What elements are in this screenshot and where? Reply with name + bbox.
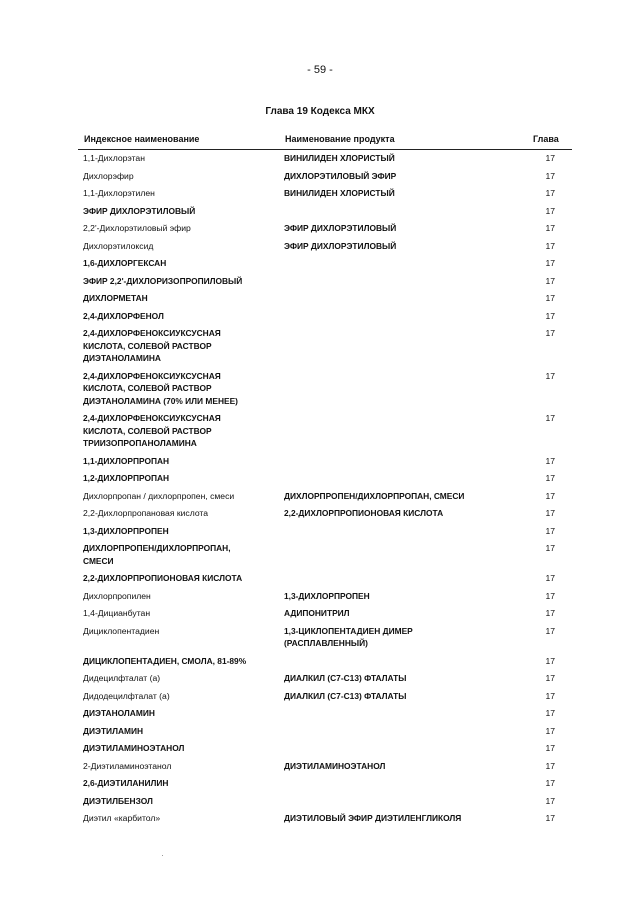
chapter-cell: 17 [545,655,555,666]
header-chapter: Глава [533,134,559,144]
index-name-cell: ЭФИР ДИХЛОРЭТИЛОВЫЙ [83,205,196,216]
index-name-cell: 2,4-ДИХЛОРФЕНОЛ [83,310,164,321]
index-name-cell: ДИЦИКЛОПЕНТАДИЕН, СМОЛА, 81-89% [83,655,247,666]
chapter-cell: 17 [545,508,555,518]
index-name-cell: 2,2-Дихлорпропановая кислота [83,508,209,518]
chapter-cell: 17 [545,673,555,683]
chapter-cell: 17 [545,293,555,303]
index-name-cell: 2,6-ДИЭТИЛАНИЛИН [83,778,169,788]
index-name-cell: 2,2-ДИХЛОРПРОПИОНОВАЯ КИСЛОТА [83,573,243,583]
chapter-cell: 17 [545,743,555,753]
product-name-cell: 1,3-ДИХЛОРПРОПЕН [284,590,370,601]
index-name-cell: 2,4-ДИХЛОРФЕНОКСИУКСУСНАЯ КИСЛОТА, СОЛЕВОЙ РАСТВОР ТРИИЗОПРОПАНОЛАМИНА [83,413,221,448]
chapter-cell: 17 [545,573,555,583]
table-header [78,133,572,150]
index-name-cell: 1,1-Дихлорэтан [83,153,145,163]
product-name-cell: ЭФИР ДИХЛОРЭТИЛОВЫЙ [284,240,397,251]
chapter-cell: 17 [545,473,555,483]
chapter-cell: 17 [545,725,555,736]
product-name-cell: ВИНИЛИДЕН ХЛОРИСТЫЙ [284,153,395,163]
index-name-cell: Дициклопентадиен [83,625,160,636]
product-name-cell: ЭФИР ДИХЛОРЭТИЛОВЫЙ [284,223,397,233]
index-name-cell: Дихлорэфир [83,170,134,181]
chapter-cell: 17 [545,608,555,618]
chapter-cell: 17 [545,188,555,198]
product-name-cell: ВИНИЛИДЕН ХЛОРИСТЫЙ [284,188,395,198]
chapter-cell: 17 [545,328,555,338]
index-name-cell: Дидодецилфталат (а) [83,690,170,701]
chapter-cell: 17 [545,760,555,771]
index-name-cell: 2,4-ДИХЛОРФЕНОКСИУКСУСНАЯ КИСЛОТА, СОЛЕВОЙ РАСТВОР ДИЭТАНОЛАМИНА (70% ИЛИ МЕНЕЕ) [83,370,238,406]
product-name-cell: ДИХЛОРЭТИЛОВЫЙ ЭФИР [284,170,397,181]
chapter-cell: 17 [545,205,555,216]
index-name-cell: 1,2-ДИХЛОРПРОПАН [83,473,170,483]
product-name-cell: ДИАЛКИЛ (С7-С13) ФТАЛАТЫ [284,673,407,683]
chapter-cell: 17 [545,690,555,701]
chapter-cell: 17 [545,778,555,788]
index-name-cell: ДИХЛОРПРОПЕН/ДИХЛОРПРОПАН, СМЕСИ [83,543,231,566]
chapter-cell: 17 [545,223,555,233]
chapter-cell: 17 [545,170,555,181]
product-name-cell: ДИАЛКИЛ (С7-С13) ФТАЛАТЫ [284,690,407,701]
chapter-cell: 17 [545,370,555,381]
index-name-cell: 2-Диэтиламиноэтанол [83,760,172,771]
index-name-cell: 1,4-Дицианбутан [83,608,151,618]
chapter-cell: 17 [545,543,555,553]
index-name-cell: Дихлорпропилен [83,590,151,601]
scan-speck [162,855,163,856]
chapter-cell: 17 [545,310,555,321]
index-name-cell: Дихлорпропан / дихлорпропен, смеси [83,490,235,501]
index-name-cell: ДИЭТАНОЛАМИН [83,708,155,718]
product-name-cell: ДИЭТИЛОВЫЙ ЭФИР ДИЭТИЛЕНГЛИКОЛЯ [284,813,462,823]
chapter-cell: 17 [545,240,555,251]
chapter-cell: 17 [545,525,555,536]
index-name-cell: 1,1-ДИХЛОРПРОПАН [83,455,170,466]
product-name-cell: ДИХЛОРПРОПЕН/ДИХЛОРПРОПАН, СМЕСИ [284,490,465,501]
index-name-cell: ДИЭТИЛАМИНОЭТАНОЛ [83,743,185,753]
chapter-cell: 17 [545,258,555,268]
header-product-name: Наименование продукта [285,134,395,144]
chapter-cell: 17 [545,153,555,163]
chapter-cell: 17 [545,708,555,718]
chapter-cell: 17 [545,490,555,501]
index-name-cell: Дихлорэтилоксид [83,240,154,251]
index-name-cell: ДИЭТИЛБЕНЗОЛ [83,795,153,806]
index-name-cell: ДИЭТИЛАМИН [83,725,144,736]
product-name-cell: 2,2-ДИХЛОРПРОПИОНОВАЯ КИСЛОТА [284,508,444,518]
page-title: Глава 19 Кодекса МКХ [265,106,375,117]
index-name-cell: Дидецилфталат (а) [83,673,161,683]
header-index-name: Индексное наименование [84,134,200,144]
page-number: - 59 - [307,64,333,76]
index-name-cell: 1,1-Дихлорэтилен [83,188,155,198]
index-name-cell: ДИХЛОРМЕТАН [83,293,148,303]
product-name-cell: АДИПОНИТРИЛ [284,608,350,618]
chapter-cell: 17 [545,590,555,601]
index-name-cell: 1,3-ДИХЛОРПРОПЕН [83,525,169,536]
chapter-cell: 17 [545,625,555,636]
chapter-cell: 17 [545,813,555,823]
index-name-cell: 2,4-ДИХЛОРФЕНОКСИУКСУСНАЯ КИСЛОТА, СОЛЕВОЙ РАСТВОР ДИЭТАНОЛАМИНА [83,328,221,363]
index-name-cell: ЭФИР 2,2'-ДИХЛОРИЗОПРОПИЛОВЫЙ [83,275,243,286]
chapter-cell: 17 [545,455,555,466]
chapter-cell: 17 [545,413,555,423]
chapter-cell: 17 [545,275,555,286]
product-name-cell: 1,3-ЦИКЛОПЕНТАДИЕН ДИМЕР (РАСПЛАВЛЕННЫЙ) [284,625,413,648]
product-name-cell: ДИЭТИЛАМИНОЭТАНОЛ [284,760,386,771]
index-name-cell: Диэтил «карбитол» [83,813,161,823]
index-name-cell: 2,2'-Дихлорэтиловый эфир [83,223,191,233]
chapter-cell: 17 [545,795,555,806]
index-name-cell: 1,6-ДИХЛОРГЕКСАН [83,258,167,268]
